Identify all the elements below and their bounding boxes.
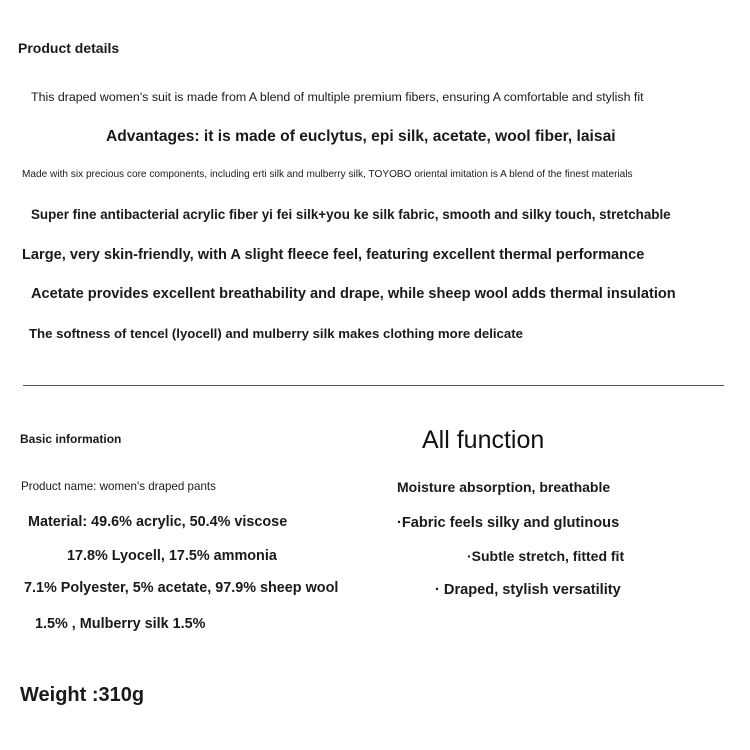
function-item-4: · Draped, stylish versatility — [435, 582, 621, 598]
details-line-7: The softness of tencel (lyocell) and mulberry silk makes clothing more delicate — [29, 326, 523, 341]
material-line-2: 17.8% Lyocell, 17.5% ammonia — [67, 548, 277, 564]
details-line-5: Large, very skin-friendly, with A slight fleece feel, featuring excellent thermal performance — [22, 247, 645, 263]
details-line-2: Advantages: it is made of euclytus, epi silk, acetate, wool fiber, laisai — [106, 128, 616, 145]
material-line-4: 1.5% , Mulberry silk 1.5% — [35, 616, 206, 632]
all-function-heading: All function — [422, 426, 545, 454]
function-item-1: Moisture absorption, breathable — [397, 479, 611, 495]
function-item-3: ·Subtle stretch, fitted fit — [467, 548, 625, 564]
weight-label: Weight :310g — [20, 684, 145, 706]
section-divider — [23, 385, 724, 386]
basic-information-heading: Basic information — [20, 432, 122, 446]
product-name: Product name: women's draped pants — [21, 480, 216, 493]
material-line-1: Material: 49.6% acrylic, 50.4% viscose — [28, 514, 288, 530]
details-line-3: Made with six precious core components, including erti silk and mulberry silk, TOYOBO oriental imitation is A blend of the finest materials — [22, 169, 633, 180]
material-line-3: 7.1% Polyester, 5% acetate, 97.9% sheep wool — [24, 580, 339, 596]
function-item-2: ·Fabric feels silky and glutinous — [397, 515, 620, 531]
details-line-6: Acetate provides excellent breathability and drape, while sheep wool adds thermal insulation — [31, 286, 676, 302]
details-line-1: This draped women's suit is made from A blend of multiple premium fibers, ensuring A comfortable and stylish fit — [31, 90, 644, 104]
details-line-4: Super fine antibacterial acrylic fiber yi fei silk+you ke silk fabric, smooth and silky touch, stretchable — [31, 207, 671, 222]
product-details-heading: Product details — [18, 40, 120, 56]
